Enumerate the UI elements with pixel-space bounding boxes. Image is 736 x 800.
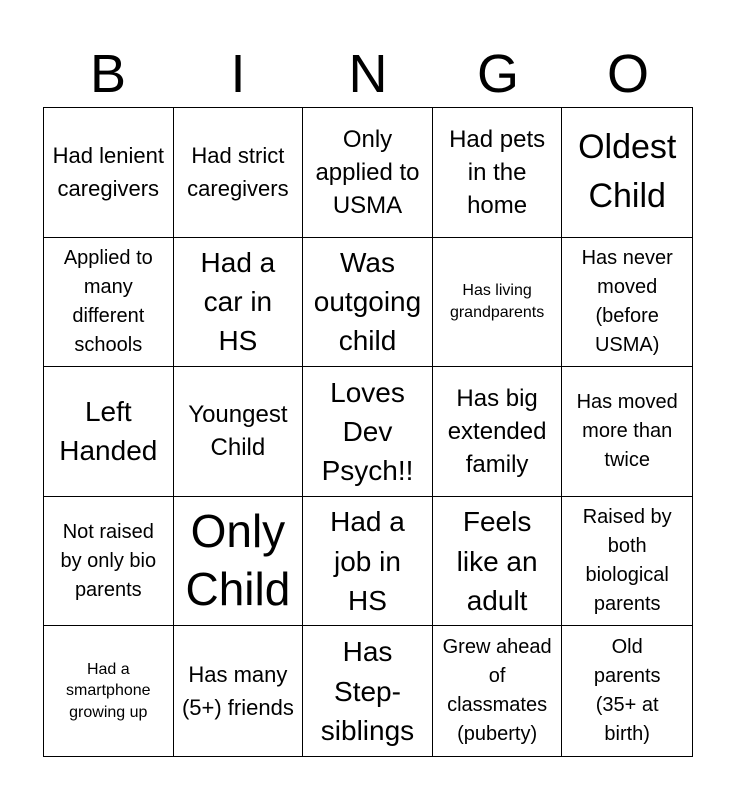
bingo-cell[interactable]: [44, 626, 174, 756]
cell-text: Youngest Child: [188, 401, 288, 462]
cell-text: Has Step-siblings: [320, 636, 415, 746]
cell-text: Only applied to USMA: [315, 125, 420, 219]
bingo-cell[interactable]: [303, 367, 433, 497]
bingo-cell[interactable]: [433, 497, 563, 627]
bingo-cell[interactable]: [562, 497, 692, 627]
cell-text: Feels like an adult: [456, 506, 538, 616]
bingo-cell[interactable]: [303, 238, 433, 368]
bingo-cell[interactable]: [433, 238, 563, 368]
cell-text: Left Handed: [59, 396, 158, 467]
header-letter-n: N: [348, 44, 388, 104]
header-letter-g: G: [476, 44, 519, 104]
bingo-cell[interactable]: [44, 108, 174, 238]
bingo-cell[interactable]: [303, 108, 433, 238]
cell-text: Raised by both biological parents: [582, 506, 672, 616]
bingo-cell[interactable]: [303, 497, 433, 627]
cell-text: Has many (5+) friends: [181, 662, 294, 721]
bingo-cell[interactable]: [562, 367, 692, 497]
cell-text: Only Child: [185, 505, 291, 616]
cell-text: Oldest Child: [578, 128, 677, 216]
header-letter-i: I: [230, 44, 246, 104]
cell-text: Has living grandparents: [449, 282, 545, 321]
bingo-cell[interactable]: [562, 238, 692, 368]
bingo-cell[interactable]: [174, 238, 304, 368]
header-letter-o: O: [606, 44, 649, 104]
cell-text: Old parents (35+ at birth): [593, 636, 661, 746]
bingo-cell[interactable]: [562, 108, 692, 238]
cell-text: Had pets in the home: [449, 125, 546, 219]
bingo-cell[interactable]: [174, 108, 304, 238]
bingo-cell[interactable]: [174, 626, 304, 756]
bingo-cell[interactable]: [174, 367, 304, 497]
bingo-cell[interactable]: [433, 367, 563, 497]
bingo-cell[interactable]: [303, 626, 433, 756]
cell-text: Had a job in HS: [330, 506, 405, 616]
bingo-cell[interactable]: [433, 108, 563, 238]
cell-text: Has never moved (before USMA): [581, 246, 673, 356]
cell-text: Had a car in HS: [200, 247, 276, 357]
cell-text: Has moved more than twice: [576, 390, 678, 471]
cell-text: Grew ahead of classmates (puberty): [442, 636, 552, 746]
bingo-cell[interactable]: [44, 238, 174, 368]
cell-text: Had lenient caregivers: [52, 143, 164, 202]
bingo-cell[interactable]: [174, 497, 304, 627]
cell-text: Applied to many different schools: [63, 246, 153, 356]
bingo-header: [43, 40, 693, 108]
cell-text: Loves Dev Psych!!: [321, 376, 414, 487]
bingo-cell[interactable]: [44, 497, 174, 627]
bingo-grid: [43, 107, 693, 757]
cell-text: Was outgoing child: [313, 247, 422, 357]
bingo-cell[interactable]: [44, 367, 174, 497]
cell-text: Not raised by only bio parents: [60, 520, 157, 601]
cell-text: Has big extended family: [447, 384, 547, 479]
header-letter-b: B: [89, 44, 127, 104]
bingo-cell[interactable]: [433, 626, 563, 756]
bingo-cell[interactable]: [562, 626, 692, 756]
cell-text: Had a smartphone growing up: [66, 660, 151, 721]
cell-text: Had strict caregivers: [187, 143, 289, 202]
